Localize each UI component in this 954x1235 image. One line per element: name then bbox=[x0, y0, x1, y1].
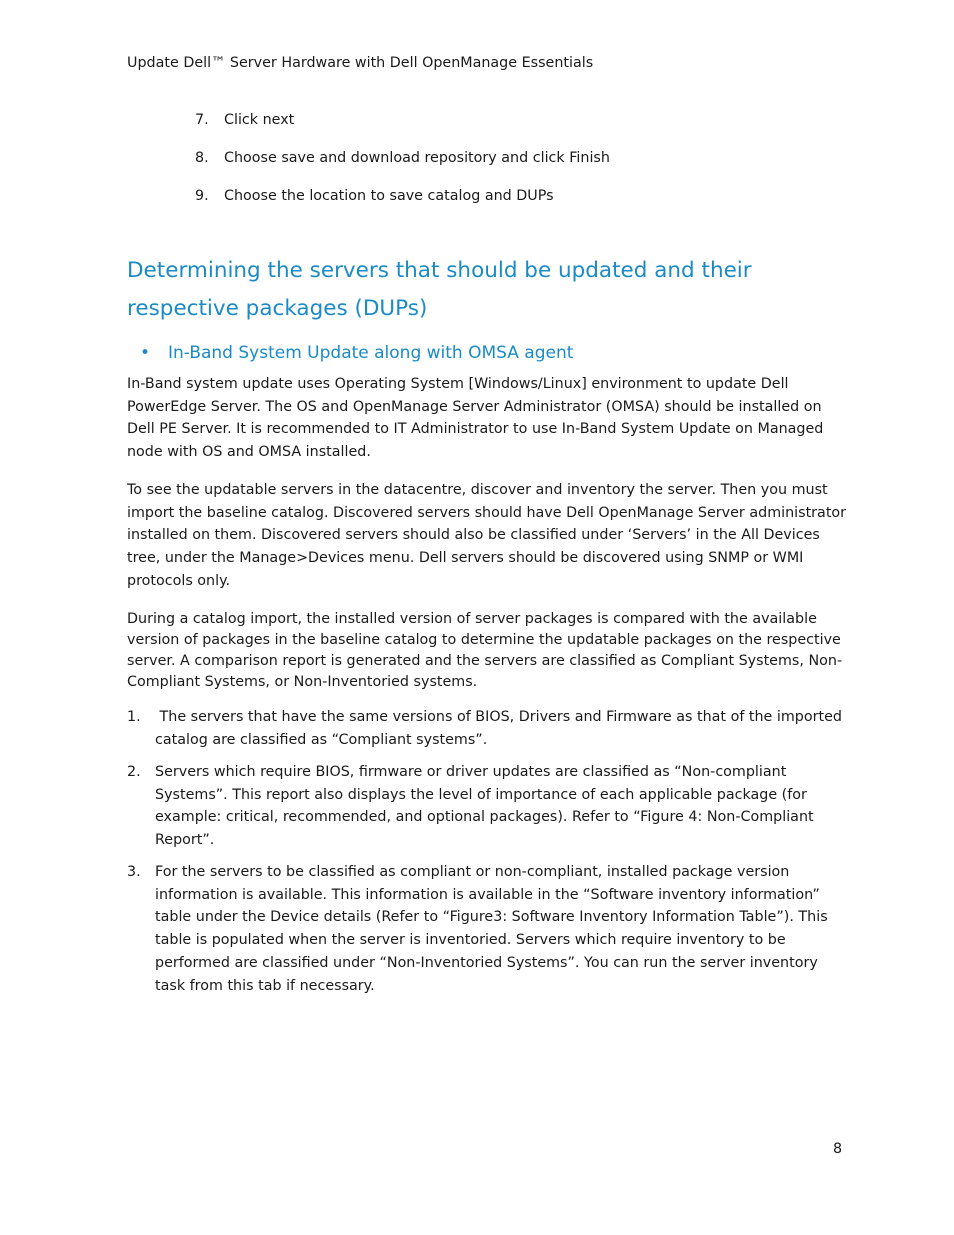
page-number: 8 bbox=[833, 1141, 843, 1157]
list-number: 2. bbox=[127, 764, 141, 780]
section-heading: Determining the servers that should be updated and their respective packages (DUPs) bbox=[127, 258, 752, 321]
bullet-icon: • bbox=[140, 343, 151, 363]
paragraph: In-Band system update uses Operating System [Windows/Linux] environment to update Dell PowerEdge Server. The OS and OpenManage Server Administrator (OMSA) should be installed on Dell PE Server. It is recommended to IT Administrator to use In-Band System Update on Managed node with OS and OMSA installed. bbox=[127, 376, 824, 461]
list-text: For the servers to be classified as compliant or non-compliant, installed package version information is available. This information is available in the “Software inventory information” table under the Device details (Refer to “Figure3: Software Inventory Information Table”). This table is populated when the server is inventoried. Servers which require inventory to be performed are classified under “Non-Inventoried Systems”. You can run the server inventory task from this tab if necessary. bbox=[155, 864, 828, 994]
list-text: The servers that have the same versions of BIOS, Drivers and Firmware as that of the imported catalog are classified as “Compliant systems”. bbox=[155, 709, 847, 748]
step-number: 9. bbox=[195, 188, 209, 204]
list-item bbox=[195, 148, 610, 186]
numbered-list bbox=[127, 861, 847, 997]
step-list bbox=[195, 110, 610, 224]
step-number: 8. bbox=[195, 150, 209, 166]
step-number: 7. bbox=[195, 112, 209, 128]
step-text: Choose the location to save catalog and DUPs bbox=[224, 188, 554, 204]
step-text: Choose save and download repository and click Finish bbox=[224, 150, 610, 166]
numbered-list bbox=[127, 706, 847, 751]
subsection-title: In-Band System Update along with OMSA agent bbox=[168, 343, 574, 363]
step-text: Click next bbox=[224, 112, 295, 128]
numbered-list bbox=[127, 761, 847, 852]
list-item bbox=[127, 861, 847, 997]
list-number: 1. bbox=[127, 709, 141, 725]
list-text: Servers which require BIOS, firmware or driver updates are classified as “Non-compliant Systems”. This report also displays the level of importance of each applicable package (for example: critical, recommended, and optional packages). Refer to “Figure 4: Non-Compliant Report”. bbox=[155, 764, 814, 849]
list-item bbox=[195, 110, 610, 148]
list-item bbox=[127, 761, 847, 852]
subsection-heading bbox=[140, 341, 573, 365]
paragraph: During a catalog import, the installed version of server packages is compared with the available version of packages in the baseline catalog to determine the updatable packages on the respective server. A comparison report is generated and the servers are classified as Compliant Systems, Non-Compliant Systems, or Non-Inventoried systems. bbox=[127, 611, 843, 690]
paragraph: To see the updatable servers in the datacentre, discover and inventory the server. Then you must import the baseline catalog. Discovered servers should have Dell OpenManage Server administrator installed on them. Discovered servers should also be classified under ‘Servers’ in the All Devices tree, under the Manage>Devices menu. Dell servers should be discovered using SNMP or WMI protocols only. bbox=[127, 482, 847, 589]
list-number: 3. bbox=[127, 864, 141, 880]
running-header: Update Dell™ Server Hardware with Dell OpenManage Essentials bbox=[127, 55, 594, 71]
list-item bbox=[195, 186, 610, 224]
list-item bbox=[127, 706, 847, 751]
